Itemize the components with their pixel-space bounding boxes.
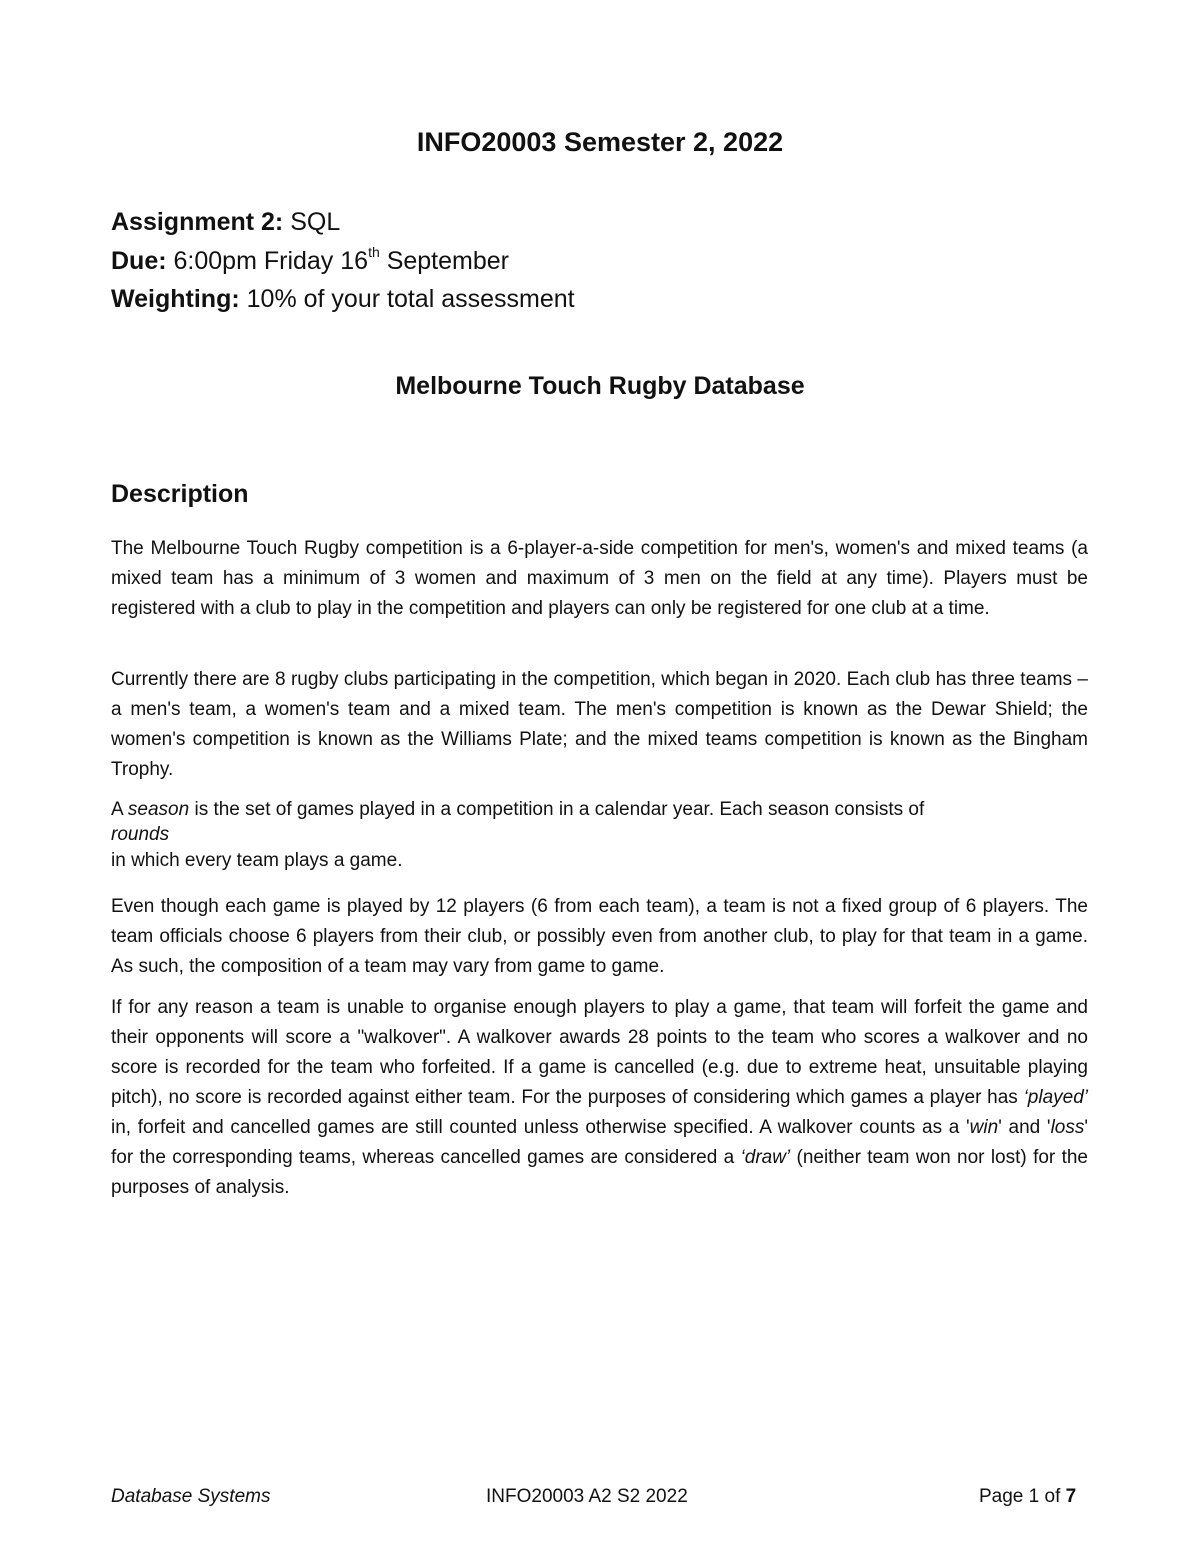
paragraph-4: Even though each game is played by 12 players (6 from each team), a team is not a fixed group of 6 players. The team officials choose 6 players from their club, or possibly even from another club, to play for that team in a game. As such, the composition of a team may vary from game to game. (111, 896, 1088, 977)
term-rounds: rounds (111, 824, 170, 845)
term-played: ‘played’ (1023, 1087, 1088, 1108)
paragraph-5 (111, 993, 1088, 1203)
paragraph-5-text: ' and ' (998, 1117, 1051, 1138)
footer-page-total: 7 (1065, 1486, 1077, 1507)
paragraph-1: The Melbourne Touch Rugby competition is a 6-player-a-side competition for men's, women's and mixed teams (a mixed team has a minimum of 3 women and maximum of 3 men on the field at any time). Players must be registered with a club to play in the competition and players can only be registered for one club at a time. (111, 538, 1088, 619)
paragraph-3-text: A (111, 799, 128, 820)
paragraph-5-text: (neither team won nor lost) for the purposes of analysis. (111, 1147, 1088, 1198)
paragraph-3-text: is the set of games played in a competition in a calendar year. Each season consists of (189, 799, 925, 820)
weighting-line (111, 283, 575, 315)
paragraph-3-continued (111, 822, 1088, 874)
assignment-label: Assignment 2: (111, 208, 284, 236)
term-draw: ‘draw’ (740, 1147, 791, 1168)
due-month: September (379, 247, 509, 275)
paragraph-3-text: in which every team plays a game. (111, 850, 403, 871)
assignment-line (111, 206, 340, 238)
assignment-value: SQL (290, 208, 341, 236)
due-line (111, 245, 509, 277)
paragraph-5-text: in, forfeit and cancelled games are still counted unless otherwise specified. A walkover counts as a ' (111, 1117, 970, 1138)
footer-document-code: INFO20003 A2 S2 2022 (486, 1486, 688, 1507)
section-heading-description: Description (111, 480, 249, 508)
footer-page-number (979, 1484, 1076, 1510)
paragraph-5-text: If for any reason a team is unable to organise enough players to play a game, that team will forfeit the game and their opponents will score a "walkover". A walkover awards 28 points to the team who scores a walkover and no score is recorded for the team who forfeited. If a game is cancelled (e.g. due to extreme heat, unsuitable playing pitch), no score is recorded against either team. For the purposes of considering which games a player has (111, 997, 1088, 1108)
paragraph-3 (111, 795, 1088, 825)
due-date-suffix: th (368, 244, 380, 260)
due-label: Due: (111, 247, 167, 275)
paragraph-5-text: ' for the corresponding teams, whereas cancelled games are considered a (111, 1117, 1088, 1168)
footer-course-name: Database Systems (111, 1486, 271, 1507)
paragraph-2: Currently there are 8 rugby clubs participating in the competition, which began in 2020. Each club has three teams – a men's team, a women's team and a mixed team. The men's competition is known as the Dewar Shield; the women's competition is known as the Williams Plate; and the mixed teams competition is known as the Bingham Trophy. (111, 669, 1088, 780)
weighting-value: 10% of your total assessment (246, 285, 575, 313)
term-loss: loss (1050, 1117, 1085, 1138)
term-win: win (969, 1117, 999, 1138)
weighting-label: Weighting: (111, 285, 240, 313)
footer-page-label: Page 1 of (979, 1486, 1066, 1507)
term-season: season (127, 799, 190, 820)
page-title: INFO20003 Semester 2, 2022 (416, 127, 784, 157)
due-date: 6:00pm Friday 16 (173, 247, 369, 275)
document-subtitle: Melbourne Touch Rugby Database (395, 372, 805, 400)
due-value (173, 244, 509, 275)
